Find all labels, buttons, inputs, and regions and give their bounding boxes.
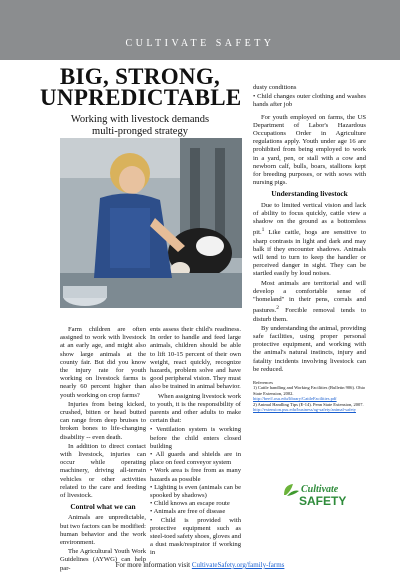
footer [0,561,400,569]
reference-1-text: 1) Cattle handling and Working Facilities (Bulletin 906). Ohio State Extension, 2002. [253,385,366,396]
reference-1 [253,385,366,401]
checklist-item: • Ventilation system is working before the child enters closed building [150,426,241,450]
subheadline-line-2: multi-pronged strategy [92,126,188,137]
checklist-item: • Child changes outer clothing and washes hands after job [253,93,366,109]
reference-2 [253,402,366,413]
col1-paragraph-direct-contact: In addition to direct contact with livestock, injuries can occur while operating machinery, driving all-terrain vehicles or other activities related to the care and feeding of livestock. [60,442,146,500]
subheadline [40,114,240,138]
col2-paragraph-assigning: When assigning livestock work to youth, it is the responsibility of parents and other adults to make certain that: [150,392,241,425]
footnote-2: 2 [276,305,280,312]
safety-checklist [150,426,241,557]
checklist-continuation: dusty conditions [253,84,297,91]
header-banner [0,0,400,60]
col1-paragraph-intro: Farm children are often assigned to work with livestock at an early age, and might also show large animals at the county fair. But did you know the injury rate for youth working on livestock farms is nearly 60 percent higher than youth working on crop farms? [60,326,146,399]
col3-paragraph-territorial [253,280,366,324]
col2-paragraph-readiness: ents assess their child's readiness. In order to handle and feed large animals, children should be able to lift 10-15 percent of their own weight, react quickly, recognize hazards, problem solve and have good peripheral vision. They must also be trained in animal behavior. [150,326,241,391]
photo-youth-feeding-calf [60,138,242,308]
photo-illustration [60,138,242,308]
references [253,380,366,412]
col3-paragraph-vision [253,202,366,279]
footer-link[interactable]: CultivateSafety.org/family-farms [191,561,285,569]
subheadline-line-1: Working with livestock demands [70,114,210,125]
footnote-1: 1 [261,227,265,234]
column-1 [60,326,146,574]
col3-paragraph-conclusion: By understanding the animal, providing safe facilities, using proper personal protective equipment, and working with the animal's natural instincts, injury and fatality incidents involving livestock can be reduced. [253,324,366,373]
logo-text-cultivate: Cultivate [301,484,339,495]
territorial-text-a: Most animals are territorial and will develop a comfortable sense of "homeland" in their pens, corrals and pastures. [253,279,366,315]
checklist-item: • Child is provided with protective equipment such as steel-toed safety shoes, gloves and a dust mask/respirator if working in [150,516,242,557]
checklist-item: • Work area is free from as many hazards as possible [150,467,241,483]
column-2 [150,326,241,558]
banner-title: CULTIVATE SAFETY [125,38,275,49]
logo-graphic [281,481,355,507]
reference-1-link[interactable]: http://bee/f.osu.edu/library/CattleFacilities.pdf [253,396,337,402]
logo-text-safety: SAFETY [299,494,347,507]
col3-paragraph-dol-regulations: For youth employed on farms, the US Department of Labor's Hazardous Occupations Order in Agriculture regulations apply. Youth under age 16 are prohibited from being employed to work in a yard, pen, or stall with a cow and newborn calf, bulls, boars, stallions kept for breeding purposes, or with sows with nursing pigs. [253,113,366,187]
checklist-item: • Animals are free of disease [150,508,226,516]
checklist-item: • Child knows an escape route [150,500,230,508]
vision-text-b: Like cattle, hogs are sensitive to sharp contrasts in light and dark and may balk if they encounter shadows. Animals will tend to turn to keep the handler or perceived danger in sight. They can be startled easily by loud noises. [253,229,366,278]
vision-text-a: Due to limited vertical vision and lack of ability to focus quickly, cattle view a shadow on the ground as a bottomless pit. [253,201,366,237]
footer-text: For more information visit [115,561,192,569]
headline-line-1: BIG, STRONG, [59,64,221,89]
heading-control-what-we-can: Control what we can [70,502,136,512]
reference-2-link[interactable]: http://extension.psu.edu/business/ag-safety/animal-safety [253,407,356,413]
col1-paragraph-factors: Animals are unpredictable, but two factors can be modified: human behavior and the work environment. [60,514,146,547]
col1-paragraph-injuries: Injuries from being kicked, crushed, bitten or head butted can range from deep bruises to broken bones to life-changing disability -- even death. [60,400,146,441]
checklist-item: • All guards and shields are in place on feed conveyor system [150,451,241,467]
references-title: References [253,380,273,386]
heading-understanding-livestock: Understanding livestock [271,189,348,199]
checklist-item: • Lighting is even (animals can be spooked by shadows) [150,483,241,500]
headline-line-2: UNPREDICTABLE [40,85,242,110]
headline [40,66,240,108]
territorial-text-b: Forcible removal tends to disturb them. [253,307,366,323]
col1-paragraph-aywg: The Agricultural Youth Work Guidelines (AYWG) can help par- [60,548,146,572]
reference-2-text: 2) Animal Handling Tips (E-14). Penn State Extension, 2007. [253,401,364,407]
column-3 [253,84,366,413]
cultivate-safety-logo [281,481,355,507]
